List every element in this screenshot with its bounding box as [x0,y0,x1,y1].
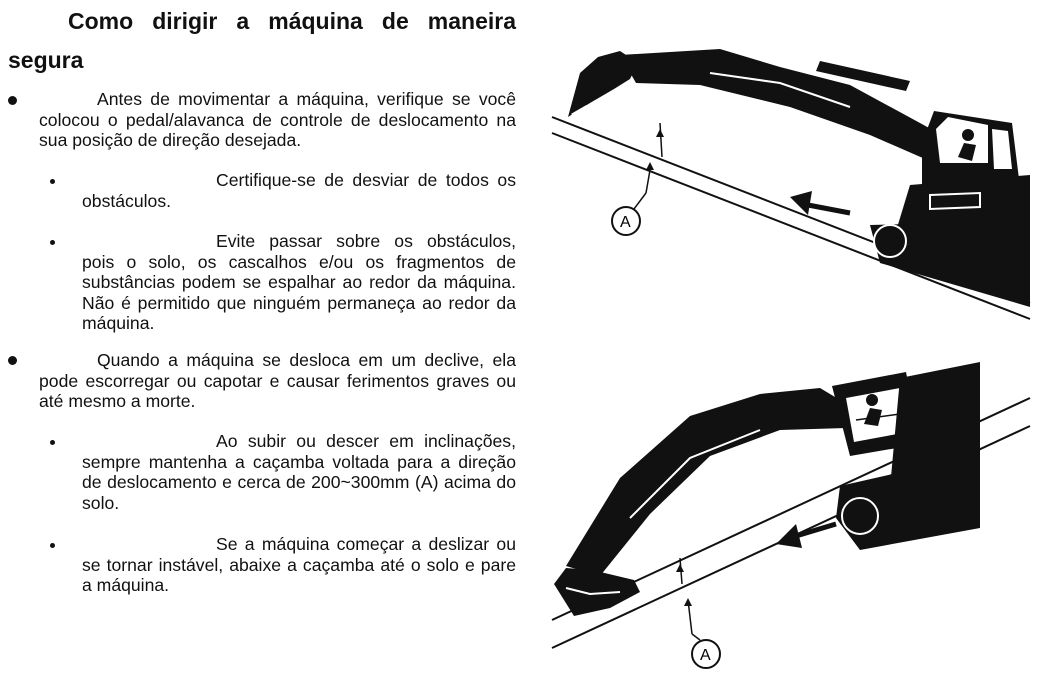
label-a: A [700,647,711,664]
page-title: Como dirigir a máquina de maneira segura [8,8,516,73]
bullet [8,96,17,105]
bullet [50,240,55,245]
list-item: Evite passar sobre os obstáculos, pois o solo, os cascalhos e/ou os fragmentos de substâncias podem se espalhar ao redor da máquina. Não é permitido que ninguém permaneça ao redor da máquina. [82,231,516,333]
list-item: Certifique-se de desviar de todos os obstáculos. [82,170,516,211]
list-item: Ao subir ou descer em inclinações, sempre mantenha a caçamba voltada para a direção de deslocamento e cerca de 200~300mm (A) acima do solo. [82,431,516,513]
excavator-uphill-illustration [550,358,1030,678]
list-item: Quando a máquina se desloca em um declive, ela pode escorregar ou capotar e causar ferimentos graves ou até mesmo a morte. [39,350,516,411]
label-a: A [620,214,631,231]
list-item: Se a máquina começar a deslizar ou se tornar instável, abaixe a caçamba até o solo e pare a máquina. [82,534,516,595]
bullet [8,356,17,365]
excavator-downhill-illustration [550,45,1030,315]
bullet [50,543,55,548]
list-item: Antes de movimentar a máquina, verifique se você colocou o pedal/alavanca de controle de deslocamento na sua posição de direção desejada. [39,89,516,150]
bullet [50,179,55,184]
bullet [50,440,55,445]
